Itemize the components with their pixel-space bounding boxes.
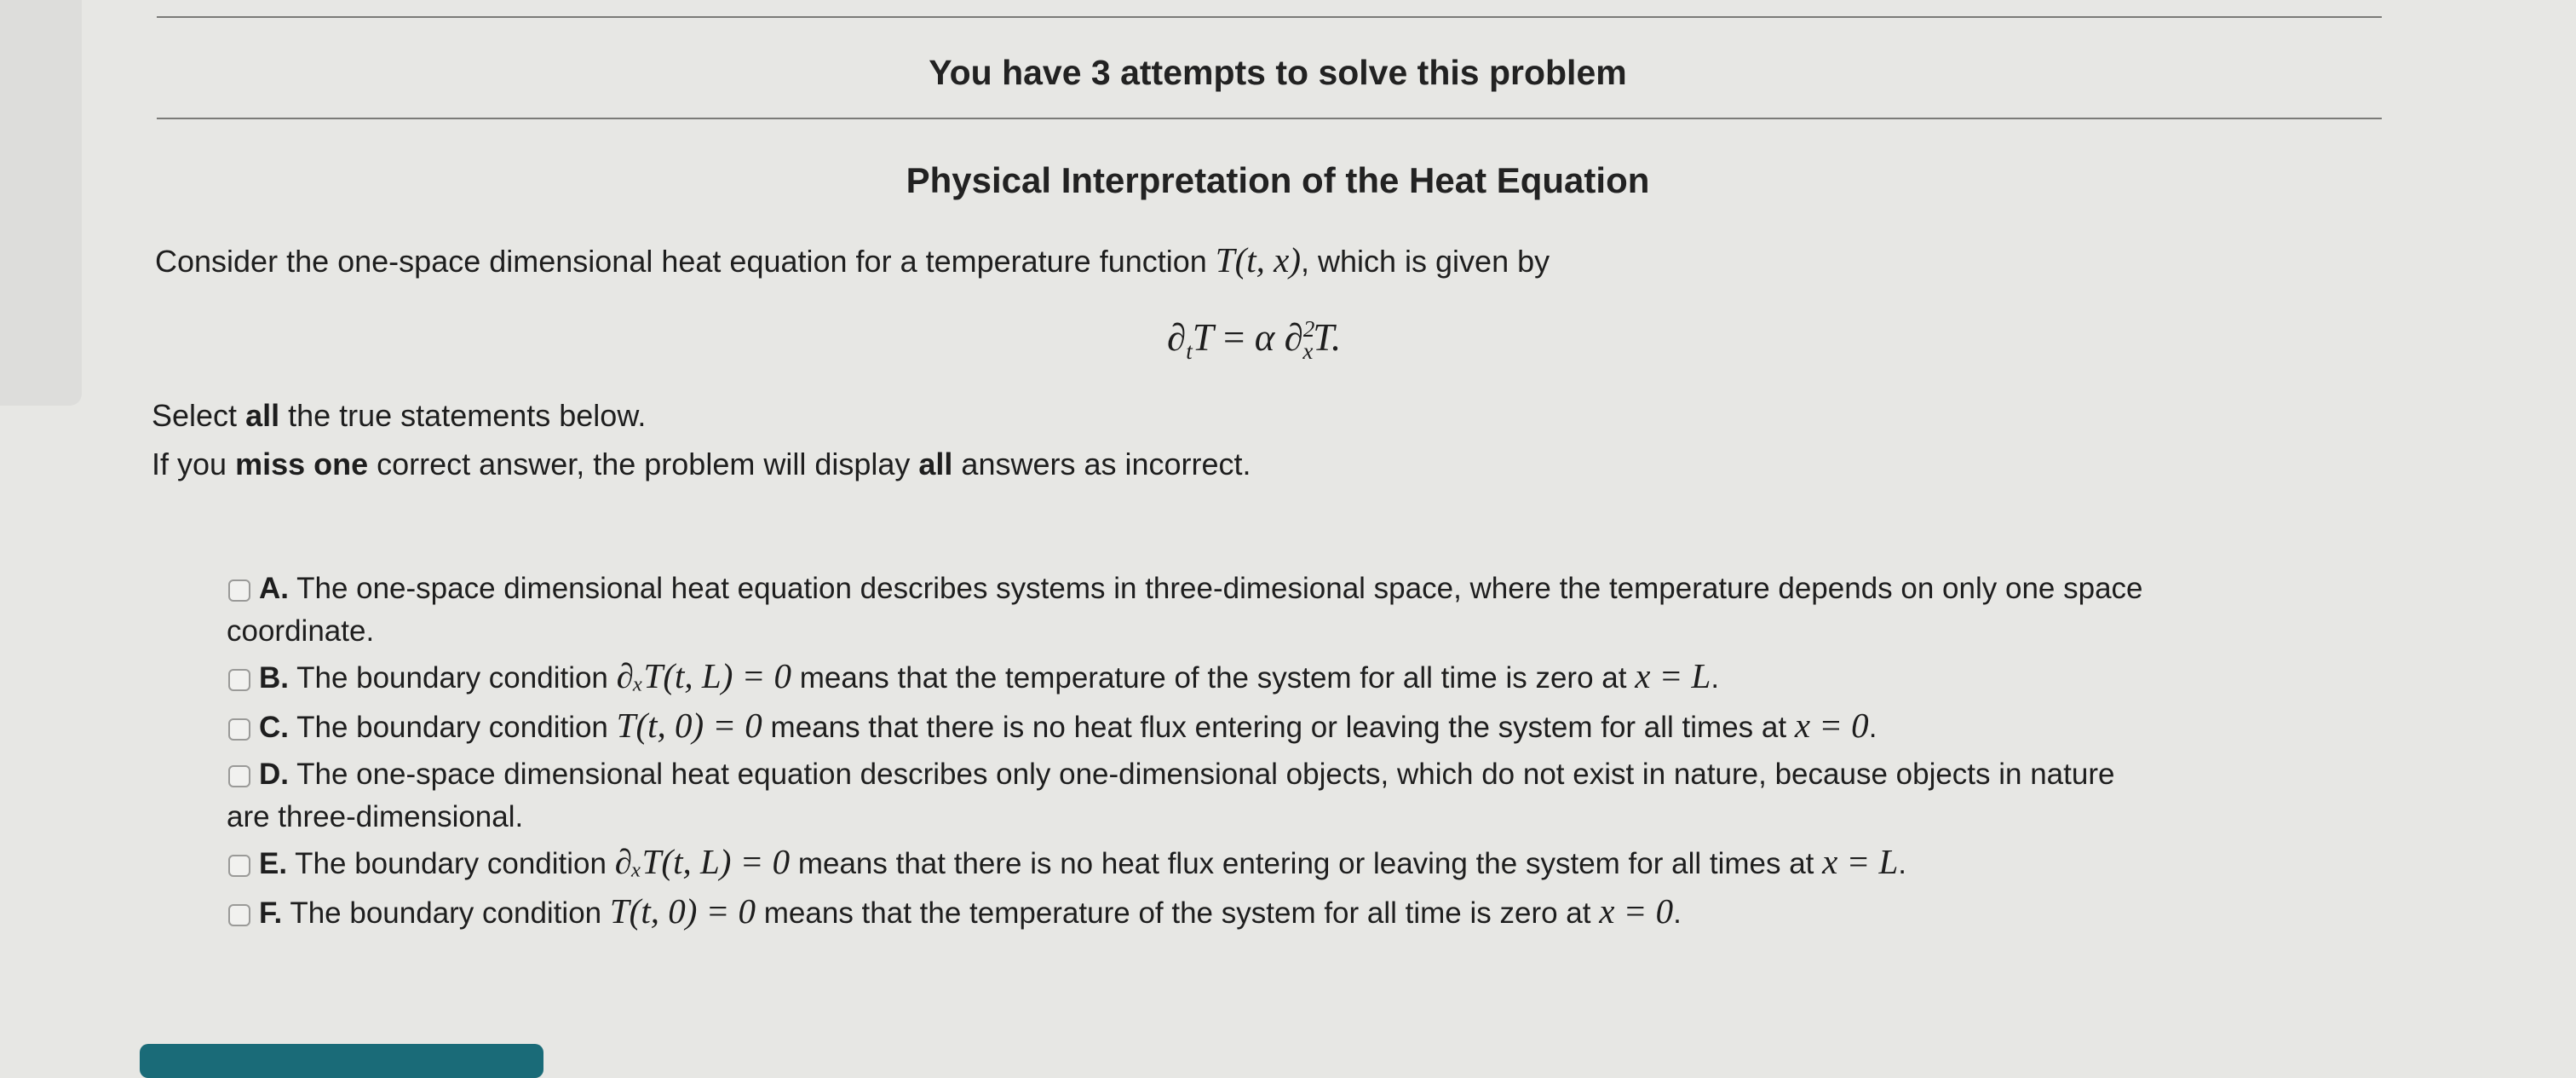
instruction1-post: the true statements below.	[279, 398, 647, 433]
eq-var-lhs: T	[1192, 316, 1214, 359]
option-a[interactable]	[228, 568, 2392, 653]
option-e-letter: E.	[259, 847, 288, 880]
option-f-math: T(t, 0) = 0	[609, 891, 756, 931]
instruction2-post: answers as incorrect.	[952, 447, 1251, 481]
option-c-math: T(t, 0) = 0	[616, 706, 762, 745]
intro-text-after: , which is given by	[1300, 244, 1550, 279]
option-d-text-line2: are three-dimensional.	[227, 800, 524, 833]
option-c-checkbox[interactable]	[228, 718, 250, 741]
option-d-checkbox[interactable]	[228, 765, 250, 787]
option-b-end: .	[1711, 661, 1720, 695]
option-b[interactable]	[228, 654, 2392, 700]
top-divider	[157, 16, 2382, 18]
eq-partial-x: ∂	[1284, 316, 1303, 359]
instruction1-pre: Select	[152, 398, 246, 433]
option-b-pre: The boundary condition	[296, 661, 617, 695]
eq-sub-x: x	[1302, 338, 1314, 364]
option-e-end: .	[1898, 847, 1907, 880]
option-b-math2: x = L	[1635, 656, 1711, 695]
option-f-post: means that the temperature of the system for all time is zero at	[756, 896, 1600, 930]
option-c-math2: x = 0	[1794, 706, 1869, 745]
option-d[interactable]	[228, 753, 2392, 839]
intro-math: T(t, x)	[1215, 240, 1301, 280]
option-e-math2: x = L	[1822, 842, 1899, 881]
eq-partial-t: ∂	[1167, 316, 1187, 359]
option-b-math: ∂ₓT(t, L) = 0	[616, 656, 792, 695]
attempts-banner: You have 3 attempts to solve this problem	[929, 53, 1627, 92]
option-f-end: .	[1673, 896, 1682, 930]
option-d-text: The one-space dimensional heat equation describes only one-dimensional objects, which do not exist in nature, because objects in nature	[296, 758, 2115, 791]
intro-text-before: Consider the one-space dimensional heat equation for a temperature function	[155, 244, 1216, 279]
instruction1-bold: all	[245, 398, 280, 433]
eq-sup-2: 2	[1302, 316, 1315, 342]
option-f[interactable]	[228, 890, 2392, 935]
option-c[interactable]	[228, 704, 2392, 749]
option-d-letter: D.	[259, 758, 289, 791]
eq-equals: =	[1213, 316, 1255, 359]
instruction-select-all	[152, 398, 646, 434]
eq-sub-t: t	[1186, 338, 1193, 364]
option-b-post: means that the temperature of the system for all time is zero at	[791, 661, 1636, 695]
option-f-letter: F.	[259, 896, 283, 930]
option-a-letter: A.	[259, 572, 289, 605]
instruction2-bold2: all	[918, 447, 953, 481]
problem-intro	[155, 239, 1550, 280]
option-e-checkbox[interactable]	[228, 855, 250, 877]
instruction-warning	[152, 447, 1251, 482]
option-f-math2: x = 0	[1599, 891, 1674, 931]
option-c-post: means that there is no heat flux entering or leaving the system for all times at	[762, 711, 1795, 744]
header-divider	[157, 118, 2382, 119]
instruction2-pre: If you	[152, 447, 236, 481]
option-c-pre: The boundary condition	[296, 711, 617, 744]
instruction2-mid: correct answer, the problem will display	[368, 447, 919, 481]
option-b-letter: B.	[259, 661, 289, 695]
problem-title: Physical Interpretation of the Heat Equation	[906, 160, 1650, 200]
eq-alpha: α	[1254, 316, 1285, 359]
option-c-letter: C.	[259, 711, 289, 744]
submit-button[interactable]	[140, 1044, 543, 1078]
option-a-text: The one-space dimensional heat equation describes systems in three-dimesional space, where the temperature depends on only one space	[296, 572, 2143, 605]
option-f-pre: The boundary condition	[290, 896, 610, 930]
heat-equation	[1167, 315, 1341, 365]
option-f-checkbox[interactable]	[228, 904, 250, 926]
option-e-math: ∂ₓT(t, L) = 0	[614, 842, 791, 881]
option-e-pre: The boundary condition	[295, 847, 615, 880]
option-c-end: .	[1868, 711, 1877, 744]
option-a-text-line2: coordinate.	[227, 614, 375, 648]
instruction2-bold1: miss one	[235, 447, 369, 481]
option-b-checkbox[interactable]	[228, 669, 250, 691]
eq-var-rhs: T.	[1313, 316, 1342, 359]
option-e[interactable]	[228, 840, 2392, 885]
option-e-post: means that there is no heat flux entering or leaving the system for all times at	[790, 847, 1823, 880]
option-a-checkbox[interactable]	[228, 579, 250, 602]
